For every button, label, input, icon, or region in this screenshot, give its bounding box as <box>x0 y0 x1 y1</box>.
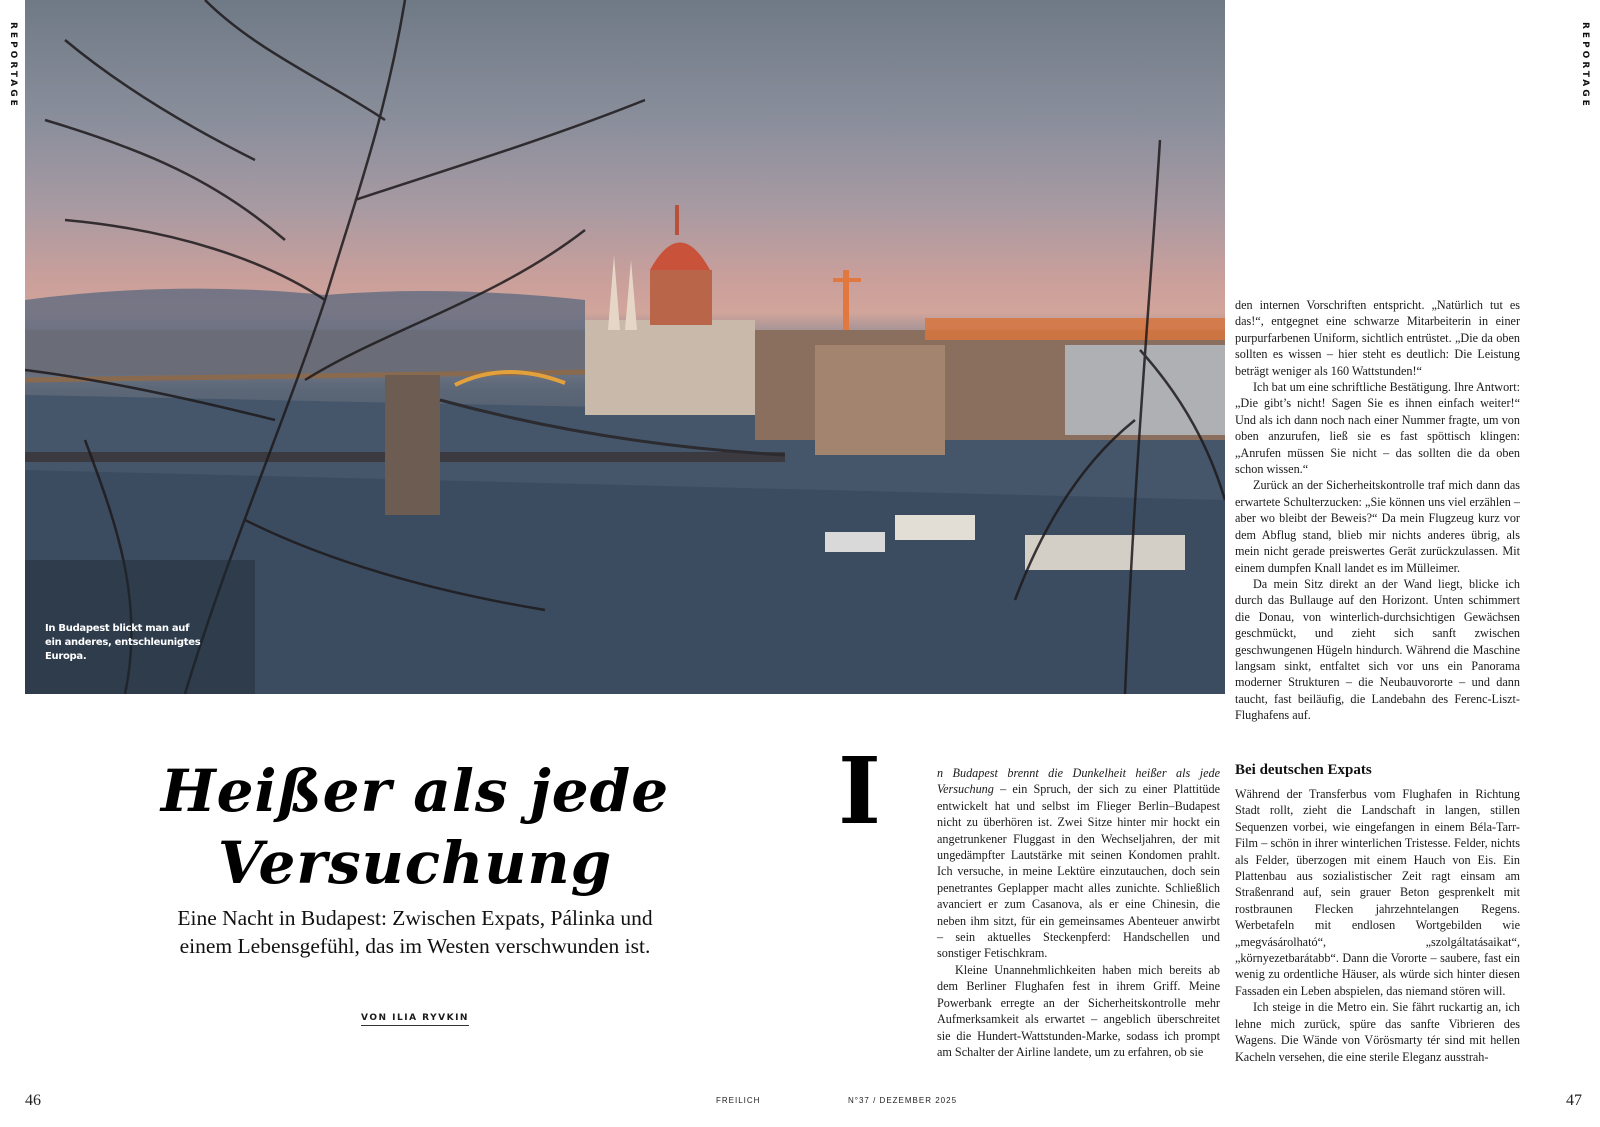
paragraph: den internen Vorschriften entspricht. „Natürlich tut es das!“, entgegnet eine schwarze Mitarbeiterin in einer purpurfarbenen Uniform, sichtlich entrüstet. „Die da oben sollten es wissen – hier steht es deutlich: Die Leistung beträgt weniger als 160 Wattstunden!“ <box>1235 298 1520 378</box>
section-label-right: REPORTAGE <box>1580 22 1590 109</box>
paragraph: Ich steige in die Metro ein. Sie fährt ruckartig an, ich lehne mich zurück, spüre das sanfte Vibrieren des Wagens. Die Wände von Vörösmarty tér sind mit hellen Kacheln versehen, die eine sterile Eleganz ausstrah- <box>1235 1000 1520 1064</box>
byline-text: VON ILIA RYVKIN <box>361 1013 469 1026</box>
article-column-3 <box>1235 786 1520 1065</box>
page-number-left: 46 <box>25 1092 41 1109</box>
paragraph: Kleine Unannehmlichkeiten haben mich bereits ab dem Berliner Flughafen fest in ihrem Griff. Meine Powerbank erregte an der Sicherheitskontrolle mehr Aufmerksamkeit als erwartet – angeblich überschreitet sie die Hundert-Wattstunden-Marke, sodass ich prompt am Schalter der Airline landete, um zu erfahren, ob sie <box>937 962 1220 1059</box>
article-headline: Heißer als jede Versuchung <box>160 757 670 897</box>
budapest-scene-illustration <box>25 0 1225 694</box>
intro-text: – ein Spruch, der sich zu einer Plattitüde entwickelt hat und selbst im Flieger Berlin–Budapest nicht zu überhören ist. Zwei Sitze hinter mir hockt ein angetrunkener Fluggast in den Wechseljahren, der mit ungedämpfter Lautstärke mit seinen Kondomen prahlt. Ich versuche, in meine Lektüre einzutauchen, doch sein penetrantes Geplapper macht alles zunichte. Schließlich avanciert er zum Casanova, als er eine Chinesin, die neben ihm sitzt, für ein gemeinsames Abenteuer anwirbt – sein aktuelles Steckenpferd: Handschellen und sonstiger Fetischkram. <box>937 782 1220 961</box>
page-number-right: 47 <box>1566 1092 1582 1109</box>
photo-caption: In Budapest blickt man auf ein anderes, entschleunigtes Europa. <box>45 623 201 662</box>
paragraph: Ich bat um eine schriftliche Bestätigung. Ihre Antwort: „Die gibt’s nicht! Sagen Sie es ihnen einfach weiter!“ Und als ich dann noch nach einer Nummer fragte, um von oben anzurufen, ließ sie es fast spöttisch klingen: „Anrufen müssen Sie nicht – das sollten die da oben schon wissen.“ <box>1235 380 1520 477</box>
magazine-name: FREILICH <box>716 1096 761 1105</box>
drop-cap: I <box>838 737 882 845</box>
hero-photo <box>25 0 1225 694</box>
byline <box>335 1013 495 1023</box>
section-label-left: REPORTAGE <box>8 22 18 109</box>
paragraph: Während der Transferbus vom Flughafen in Richtung Stadt rollt, zieht die Landschaft in langen, stillen Sequenzen vorbei, wie eingefangen in einem Béla-Tarr-Film – schön in ihrer winterlichen Tristesse. Felder, nichts als Felder, überzogen mit einem Hauch von Eis. Ein Plattenbau aus sozialistischer Zeit ragt einsam am Straßenrand auf, sein grauer Beton gesprenkelt mit rostbraunen Flecken jahrzehntelangen Regens. Werbetafeln mit endlosen Wortgebilden wie „megvásárolható“, „szolgáltatásaikat“, „környezetbarátabb“. Dann die Vororte – saubere, fast ein wenig zu ordentliche Häuser, als würde sich hinter diesen Fassaden ein Leben abspielen, das niemand stören will. <box>1235 787 1520 998</box>
article-column-2 <box>1235 297 1520 724</box>
paragraph: Zurück an der Sicherheitskontrolle traf mich dann das erwartete Schulterzucken: „Sie können uns viel erzählen – aber wo bleibt der Beweis?“ Da mein Flugzeug kurz vor dem Abflug stand, blieb mir nichts anderes übrig, als mein nicht gerade preiswertes Gerät zurückzulassen. Mit einem dumpfen Knall landet es im Mülleimer. <box>1235 478 1520 575</box>
paragraph <box>937 765 1220 962</box>
paragraph: Da mein Sitz direkt an der Wand liegt, blicke ich durch das Bullauge auf den Horizont. Unten schimmert die Donau, von winterlich-durchsichtigen Gewächsen geschmückt, und zieht sich sanft zwischen geschwungenen Hügeln hindurch. Während die Maschine langsam sinkt, entfaltet sich vor uns ein Panorama moderner Strukturen – die Neubauvororte – und dann taucht, fast beiläufig, die Landebahn des Ferenc-Liszt-Flughafens auf. <box>1235 576 1520 723</box>
issue-info: N°37 / DEZEMBER 2025 <box>848 1096 958 1105</box>
article-column-1 <box>937 765 1220 1060</box>
section-subhead: Bei deutschen Expats <box>1235 762 1372 778</box>
intro-italic: n Budapest brennt die Dunkelheit heißer als jede Versuchung <box>937 766 1220 797</box>
article-subline: Eine Nacht in Budapest: Zwischen Expats, Pálinka und einem Lebensgefühl, das im Westen verschwunden ist. <box>177 906 653 958</box>
